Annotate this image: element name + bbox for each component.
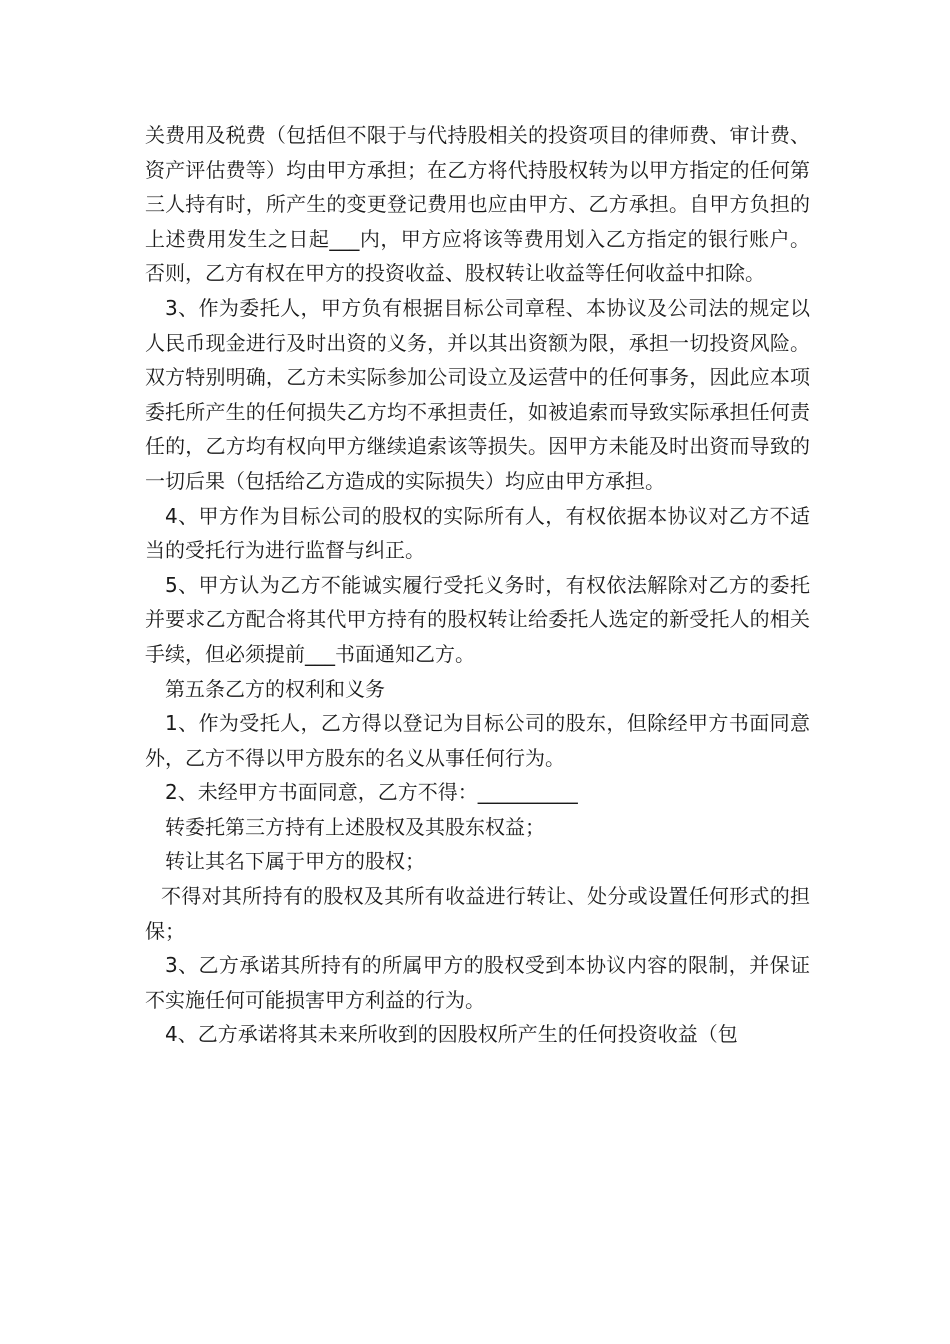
paragraph-clause-3: 3、作为委托人，甲方负有根据目标公司章程、本协议及公司法的规定以人民币现金进行及时出资的义务，并以其出资额为限，承担一切投资风险。双方特别明确，乙方未实际参加公司设立及运营中的任何事务，因此应本项委托所产生的任何损失乙方均不承担责任，如被追索而导致实际承担任何责任的，乙方均有权向甲方继续追索该等损失。因甲方未能及时出资而导致的一切后果（包括给乙方造成的实际损失）均应由甲方承担。 (145, 295, 810, 493)
paragraph-sub-item-c: 不得对其所持有的股权及其所有收益进行转让、处分或设置任何形式的担保； (145, 884, 810, 943)
document-body (145, 118, 810, 1052)
section-heading-article-5: 第五条乙方的权利和义务 (165, 676, 385, 701)
paragraph-sub-item-b: 转让其名下属于甲方的股权； (165, 849, 425, 874)
paragraph-clause-5: 5、甲方认为乙方不能诚实履行受托义务时，有权依法解除对乙方的委托并要求乙方配合将其代甲方持有的股权转让给委托人选定的新受托人的相关手续，但必须提前___书面通知乙方。 (145, 572, 810, 666)
paragraph-article5-item-4: 4、乙方承诺将其未来所收到的因股权所产生的任何投资收益（包 (165, 1022, 738, 1047)
paragraph-article5-item-3: 3、乙方承诺其所持有的所属甲方的股权受到本协议内容的限制，并保证不实施任何可能损害甲方利益的行为。 (145, 953, 810, 1012)
paragraph-article5-item-1: 1、作为受托人，乙方得以登记为目标公司的股东，但除经甲方书面同意外，乙方不得以甲方股东的名义从事任何行为。 (145, 711, 810, 770)
paragraph-sub-item-a: 转委托第三方持有上述股权及其股东权益； (165, 814, 545, 839)
paragraph-clause-4: 4、甲方作为目标公司的股权的实际所有人，有权依据本协议对乙方不适当的受托行为进行监督与纠正。 (145, 503, 810, 563)
paragraph-fee-clause: 关费用及税费（包括但不限于与代持股相关的投资项目的律师费、审计费、资产评估费等）均由甲方承担；在乙方将代持股权转为以甲方指定的任何第三人持有时，所产生的变更登记费用也应由甲方、乙方承担。自甲方负担的上述费用发生之日起___内，甲方应将该等费用划入乙方指定的银行账户。否则，乙方有权在甲方的投资收益、股权转让收益等任何收益中扣除。 (145, 123, 810, 286)
paragraph-article5-item-2: 2、未经甲方书面同意，乙方不得：__________ (165, 780, 578, 805)
